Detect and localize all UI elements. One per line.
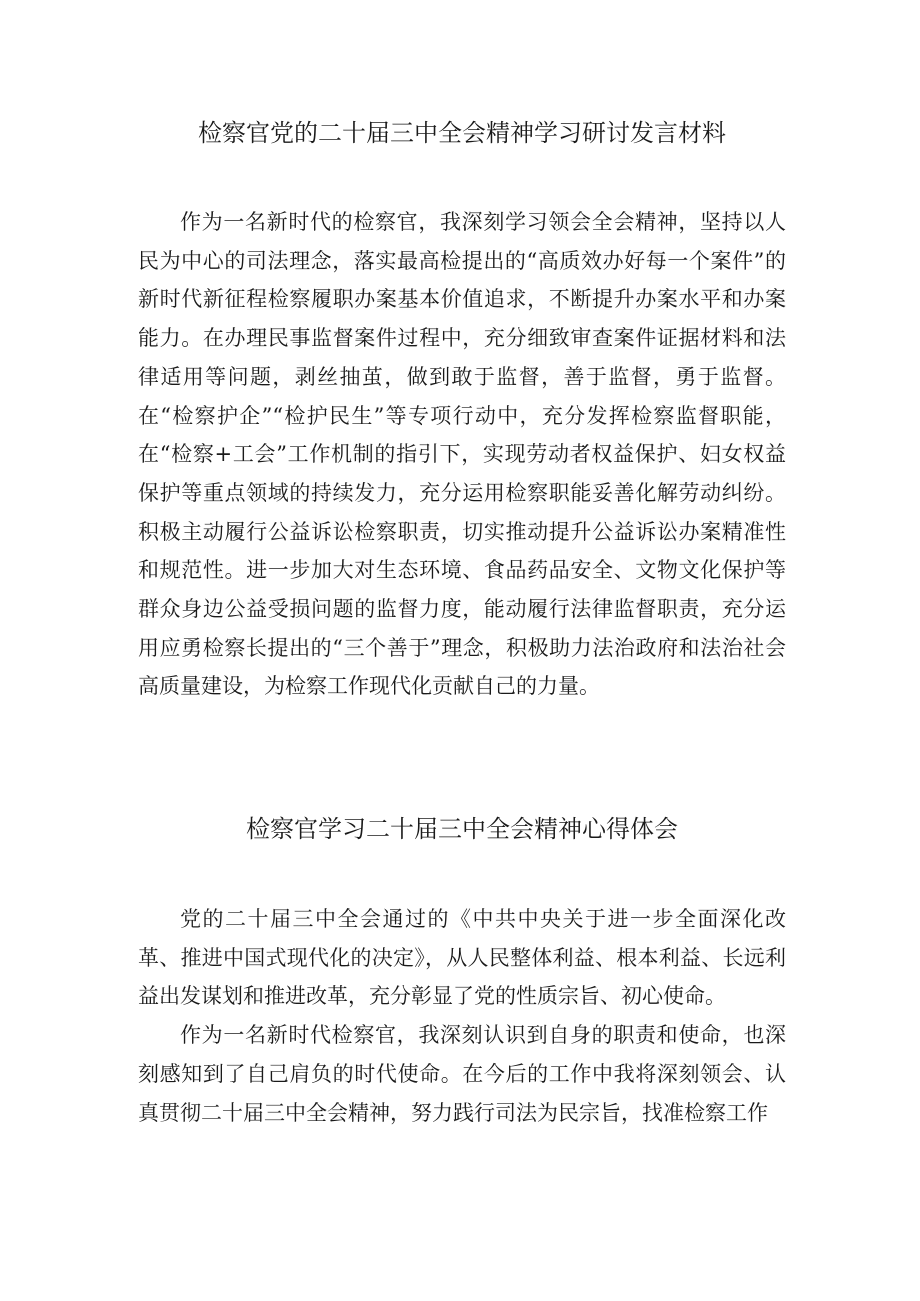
section-1-title: 检察官党的二十届三中全会精神学习研讨发言材料	[198, 119, 726, 147]
section-1-body	[138, 203, 786, 706]
section-2-title: 检察官学习二十届三中全会精神心得体会	[246, 815, 678, 843]
section-2-paragraph-2: 作为一名新时代检察官，我深刻认识到自身的职责和使命，也深刻感知到了自己肩负的时代使命。在今后的工作中我将深刻领会、认真贯彻二十届三中全会精神，努力践行司法为民宗旨，找准检察工作	[138, 1023, 786, 1125]
section-2-paragraph-1: 党的二十届三中全会通过的《中共中央关于进一步全面深化改革、推进中国式现代化的决定》，从人民整体利益、根本利益、长远利益出发谋划和推进改革，充分彰显了党的性质宗旨、初心使命。	[138, 907, 786, 1009]
section-1-paragraph-1: 作为一名新时代的检察官，我深刻学习领会全会精神，坚持以人民为中心的司法理念，落实最高检提出的“高质效办好每一个案件”的新时代新征程检察履职办案基本价值追求，不断提升办案水平和办案能力。在办理民事监督案件过程中，充分细致审查案件证据材料和法律适用等问题，剥丝抽茧，做到敢于监督，善于监督，勇于监督。在“检察护企”“检护民生”等专项行动中，充分发挥检察监督职能，在“检察+工会”工作机制的指引下，实现劳动者权益保护、妇女权益保护等重点领域的持续发力，充分运用检察职能妥善化解劳动纠纷。积极主动履行公益诉讼检察职责，切实推动提升公益诉讼办案精准性和规范性。进一步加大对生态环境、食品药品安全、文物文化保护等群众身边公益受损问题的监督力度，能动履行法律监督职责，充分运用应勇检察长提出的“三个善于”理念，积极助力法治政府和法治社会高质量建设，为检察工作现代化贡献自己的力量。	[138, 210, 786, 699]
section-2-body	[138, 900, 786, 1132]
